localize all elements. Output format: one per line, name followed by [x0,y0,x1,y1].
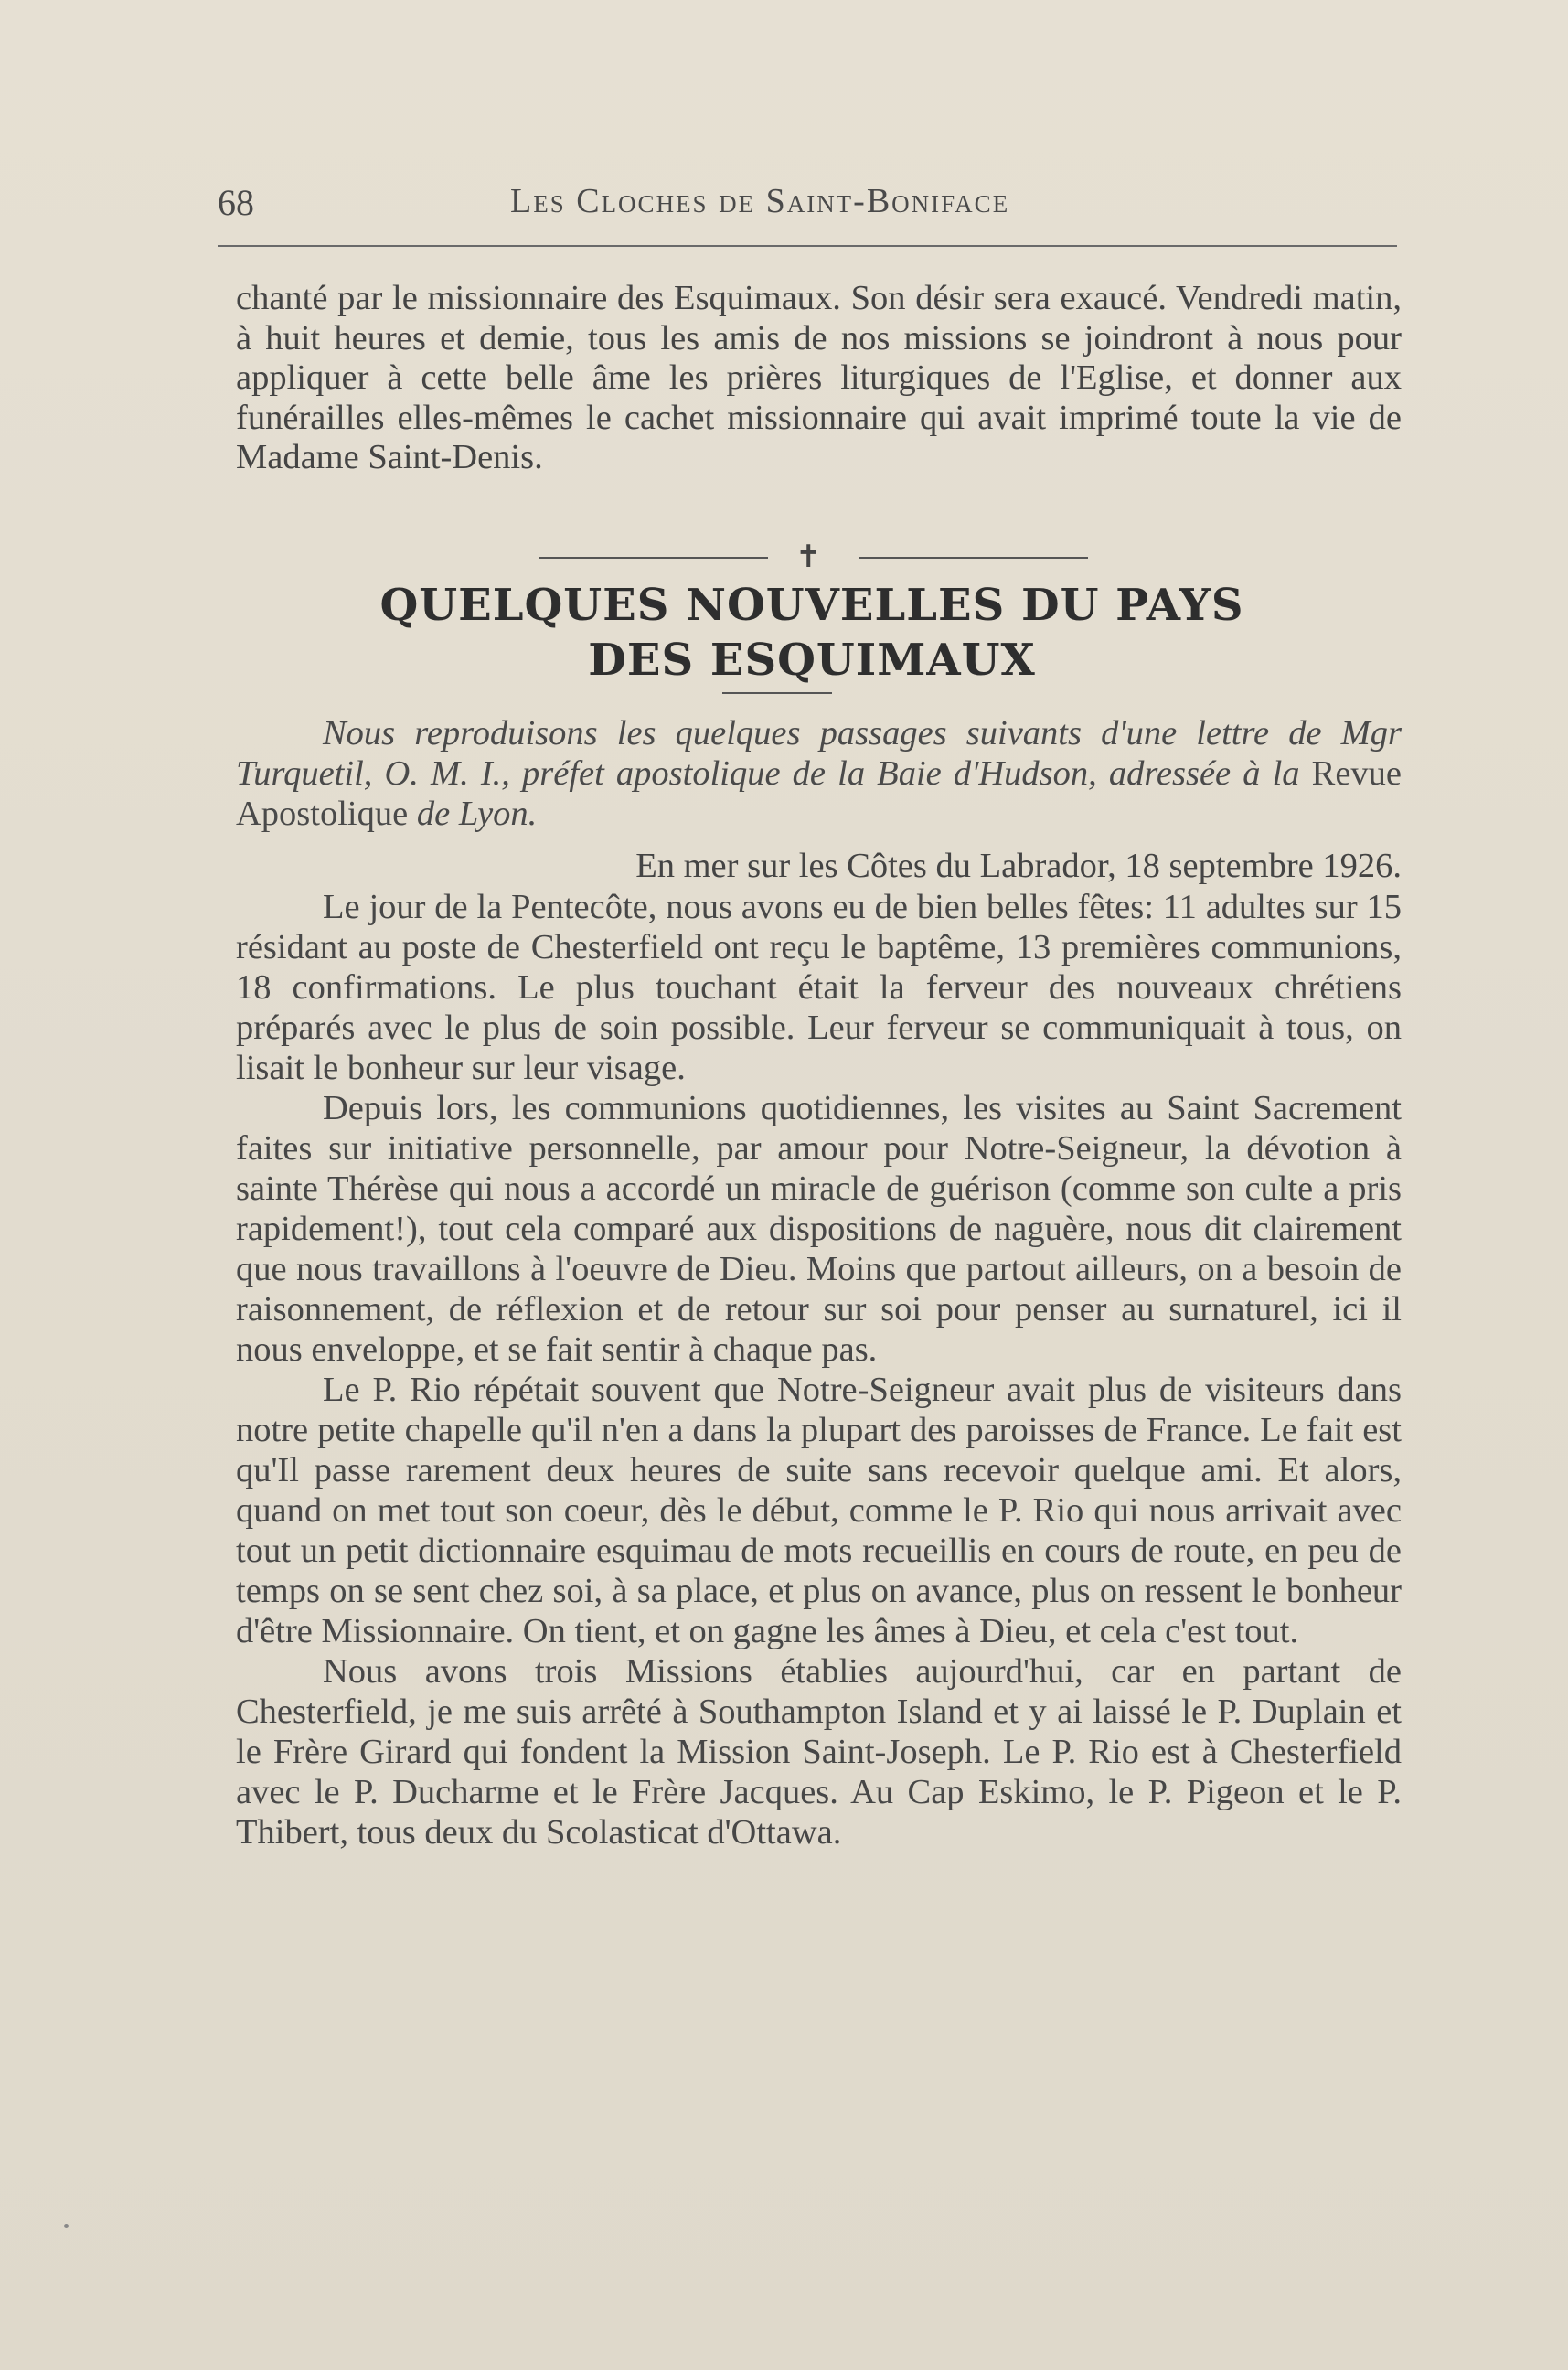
article-intro [236,713,1402,834]
article-title-line-2: DES ESQUIMAUX [588,635,1036,686]
continued-text [236,279,1402,478]
running-head [218,174,1397,229]
intro-journal: Revue Apostolique [236,754,1403,833]
intro-city: Lyon. [458,795,538,833]
separator-line-left [539,557,768,559]
section-separator [539,540,1088,574]
title-rule [722,692,832,694]
article-title-line-1: QUELQUES NOUVELLES DU PAYS [379,580,1244,631]
paragraph-1: Le jour de la Pentecôte, nous avons eu de bien belles fêtes: 11 adultes sur 15 résidant au poste de Chesterfield ont reçu le baptême, 13 premières communions, 18 confirmations. Le plus touchant était la ferveur des nouveaux chrétiens préparés avec le plus de soin possible. Leur ferveur se communiquait à tous, on lisait le bonheur sur leur visage. [236,888,1402,1087]
paragraph-4: Nous avons trois Missions établies aujourd'hui, car en partant de Chesterfield, je me suis arrêté à Southampton Island et y ai laissé le P. Duplain et le Frère Girard qui fondent la Mission Saint-Joseph. Le P. Rio est à Chesterfield avec le P. Ducharme et le Frère Jacques. Au Cap Eskimo, le P. Pigeon et le P. Thibert, tous deux du Scolasticat d'Ottawa. [236,1652,1402,1852]
intro-italic: Nous reproduisons les quelques passages suivants d'une lettre de Mgr Turquetil, O. M. I., préfet apostolique de la Baie d'Hudson, adressée à la [236,714,1402,793]
paper-speck [64,2224,69,2228]
dateline: En mer sur les Côtes du Labrador, 18 septembre 1926. [635,847,1402,885]
running-title: Les Cloches de Saint-Boniface [510,182,1010,220]
article-body [236,887,1402,1852]
page-number: 68 [218,182,254,223]
cross-icon: ✝ [795,540,822,574]
header-rule [218,245,1397,247]
separator-line-right [859,557,1088,559]
continued-paragraph: chanté par le missionnaire des Esquimaux. Son désir sera exaucé. Vendredi matin, à huit heures et demie, tous les amis de nos missions se joindront à nous pour appliquer à cette belle âme les prières liturgiques de l'Eglise, et donner aux funérailles elles-mêmes le cachet missionnaire qui avait imprimé toute la vie de Madame Saint-Denis. [236,279,1402,477]
paragraph-3: Le P. Rio répétait souvent que Notre-Seigneur avait plus de visiteurs dans notre petite chapelle qu'il n'en a dans la plupart des paroisses de France. Le fait est qu'Il passe rarement deux heures de suite sans recevoir quelque ami. Et alors, quand on met tout son coeur, dès le début, comme le P. Rio qui nous arrivait avec tout un petit dictionnaire esquimau de mots recueillis en cours de route, en peu de temps on se sent chez soi, à sa place, et plus on avance, plus on ressent le bonheur d'être Missionnaire. On tient, et on gagne les âmes à Dieu, et cela c'est tout. [236,1371,1402,1650]
intro-de: de [416,795,451,833]
article-title [218,578,1406,688]
paragraph-2: Depuis lors, les communions quotidiennes, les visites au Saint Sacrement faites sur initiative personnelle, par amour pour Notre-Seigneur, la dévotion à sainte Thérèse qui nous a accordé un miracle de guérison (comme son culte a pris rapidement!), tout cela comparé aux dispositions de naguère, nous dit clairement que nous travaillons à l'oeuvre de Dieu. Moins que partout ailleurs, on a besoin de raisonnement, de réflexion et de retour sur soi pour penser au surnaturel, ici il nous enveloppe, et se fait sentir à chaque pas. [236,1089,1402,1369]
intro-paragraph [236,713,1402,834]
